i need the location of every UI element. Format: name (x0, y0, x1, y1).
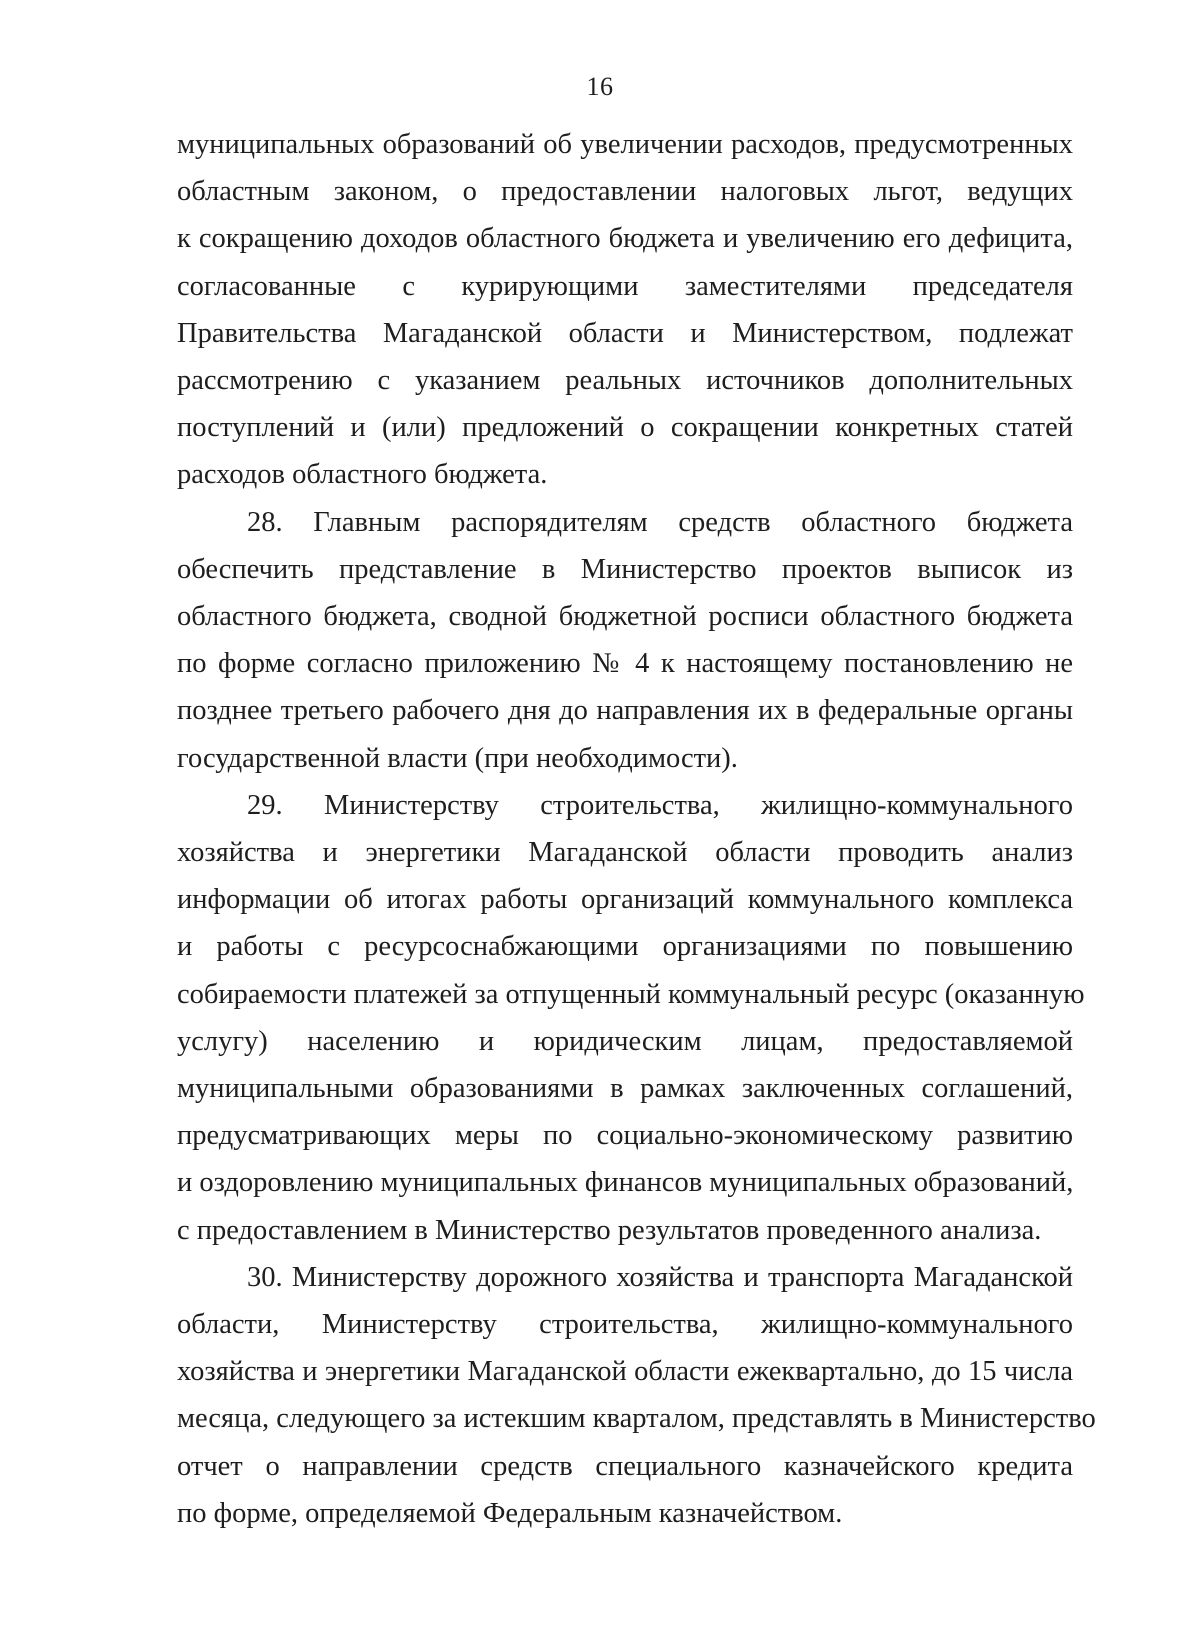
text-line: услугу) населению и юридическим лицам, предоставляемой (177, 1026, 1073, 1057)
text-line: поступлений и (или) предложений о сокращении конкретных статей (177, 412, 1073, 443)
paragraph-first-line: 30. Министерству дорожного хозяйства и транспорта Магаданской (247, 1262, 1073, 1293)
text-line: обеспечить представление в Министерство проектов выписок из (177, 554, 1073, 585)
text-line: хозяйства и энергетики Магаданской области проводить анализ (177, 837, 1073, 868)
text-line: с предоставлением в Министерство результатов проведенного анализа. (177, 1215, 1042, 1246)
text-line: к сокращению доходов областного бюджета и увеличению его дефицита, (177, 223, 1073, 254)
text-line: области, Министерству строительства, жилищно-коммунального (177, 1309, 1073, 1340)
text-line: информации об итогах работы организаций коммунального комплекса (177, 884, 1073, 915)
text-line: по форме, определяемой Федеральным казначейством. (177, 1498, 843, 1529)
text-line: позднее третьего рабочего дня до направления их в федеральные органы (177, 695, 1073, 726)
text-line: государственной власти (при необходимости). (177, 743, 738, 774)
text-line: расходов областного бюджета. (177, 459, 548, 490)
text-line: и работы с ресурсоснабжающими организациями по повышению (177, 931, 1073, 962)
text-line: областного бюджета, сводной бюджетной росписи областного бюджета (177, 601, 1073, 632)
text-line: отчет о направлении средств специального казначейского кредита (177, 1451, 1073, 1482)
text-line: месяца, следующего за истекшим кварталом, представлять в Министерство (177, 1403, 1096, 1434)
text-line: хозяйства и энергетики Магаданской области ежеквартально, до 15 числа (177, 1356, 1073, 1387)
text-line: согласованные с курирующими заместителями председателя (177, 271, 1073, 302)
text-line: муниципальных образований об увеличении расходов, предусмотренных (177, 129, 1073, 160)
paragraph-first-line: 29. Министерству строительства, жилищно-коммунального (247, 790, 1073, 821)
text-line: предусматривающих меры по социально-экономическому развитию (177, 1120, 1073, 1151)
text-line: и оздоровлению муниципальных финансов муниципальных образований, (177, 1167, 1074, 1198)
text-line: муниципальными образованиями в рамках заключенных соглашений, (177, 1073, 1073, 1104)
text-line: областным законом, о предоставлении налоговых льгот, ведущих (177, 176, 1073, 207)
text-line: по форме согласно приложению № 4 к настоящему постановлению не (177, 648, 1073, 679)
text-line: рассмотрению с указанием реальных источников дополнительных (177, 365, 1073, 396)
paragraph-first-line: 28. Главным распорядителям средств областного бюджета (247, 507, 1073, 538)
text-line: собираемости платежей за отпущенный коммунальный ресурс (оказанную (177, 979, 1085, 1010)
page-number: 16 (586, 72, 614, 101)
text-line: Правительства Магаданской области и Министерством, подлежат (177, 318, 1073, 349)
